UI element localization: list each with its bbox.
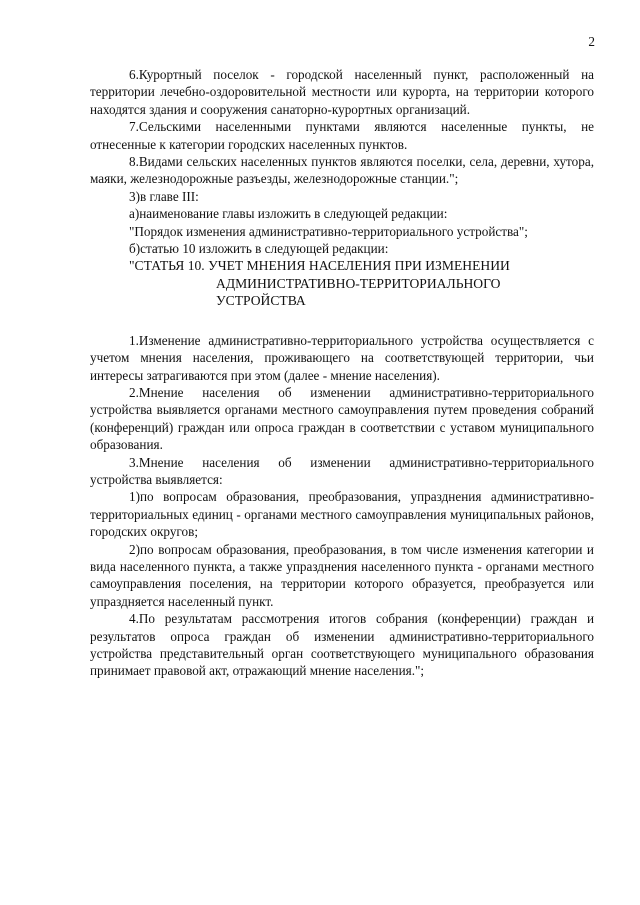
page-number: 2 [588,34,595,49]
paragraph-article-clause-2: 2.Мнение населения об изменении административно-территориального устройства выявляется органами местного самоуправления путем проведения собраний (конференций) граждан или опроса граждан в соответствии с уставом муниципального образования. [90,384,594,453]
paragraph-article-clause-3-1: 1)по вопросам образования, преобразования, упразднения административно-территориальных единиц - органами местного самоуправления муниципальных районов, городских округов; [90,489,594,540]
paragraph-article-clause-3: 3.Мнение населения об изменении административно-территориального устройства выявляется: [90,454,594,487]
paragraph-rural-settlements: 7.Сельскими населенными пунктами являются населенные пункты, не отнесенные к категории городских населенных пунктов. [90,119,594,152]
paragraph-article-clause-3-2: 2)по вопросам образования, преобразования, в том числе изменения категории и вида населенного пункта, а также упразднения населенного пункта - органами местного самоуправления поселения, на территории которого образуется, преобразуется или упраздняется населенный пункт. [90,541,594,609]
paragraph-chapter-title: "Порядок изменения административно-территориального устройства"; [129,223,528,239]
paragraph-article-clause-1: 1.Изменение административно-территориального устройства осуществляется с учетом мнения населения, проживающего на соответствующей территории, чьи интересы затрагиваются при этом (далее - мнение населения). [90,332,594,383]
paragraph-chapter-three: 3)в главе III: [129,188,199,204]
paragraph-item-b: б)статью 10 изложить в следующей редакции: [129,241,389,257]
document-body [90,66,594,680]
paragraph-article-clause-4: 4.По результатам рассмотрения итогов собрания (конференции) граждан и результатов опроса граждан об изменении административно-территориального устройства представительный орган соответствующего муниципального образования принимает правовой акт, отражающий мнение населения."; [90,611,594,679]
article-heading-line-2: АДМИНИСТРАТИВНО-ТЕРРИТОРИАЛЬНОГО [216,275,501,291]
spacer [90,310,594,332]
article-heading-line-1: "СТАТЬЯ 10. УЧЕТ МНЕНИЯ НАСЕЛЕНИЯ ПРИ ИЗМЕНЕНИИ [129,258,510,274]
article-heading-line-3: УСТРОЙСТВА [216,293,306,309]
paragraph-item-a: а)наименование главы изложить в следующей редакции: [129,206,448,222]
paragraph-resort-settlement: 6.Курортный поселок - городской населенный пункт, расположенный на территории лечебно-оздоровительной местности или курорта, на территории которого находятся здания и сооружения санаторно-курортных организаций. [90,67,594,117]
paragraph-rural-settlement-types: 8.Видами сельских населенных пунктов являются поселки, села, деревни, хутора, маяки, железнодорожные разъезды, железнодорожные станции."; [90,154,594,187]
